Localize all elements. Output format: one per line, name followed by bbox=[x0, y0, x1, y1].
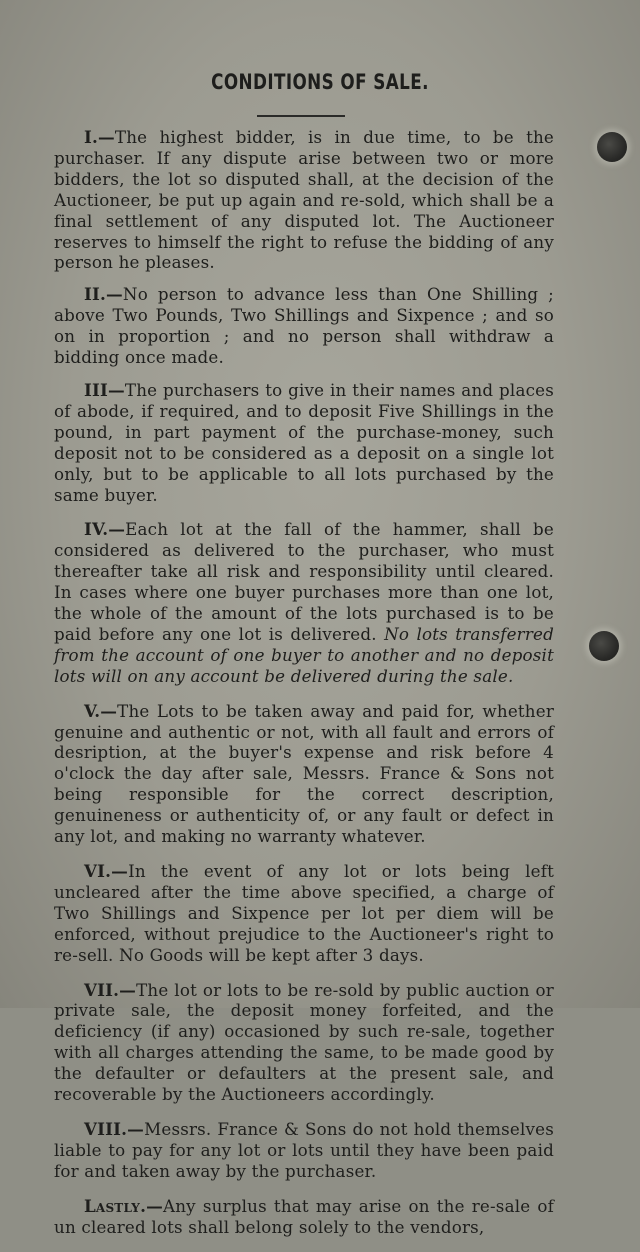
clause-text: No person to advance less than One Shilling ; above Two Pounds, Two Shillings and Sixpence ; and so on in proportion ; and no person shall withdraw a bidding once made. bbox=[54, 284, 554, 368]
clause-9 bbox=[54, 1196, 554, 1238]
clause-1 bbox=[54, 127, 554, 273]
punch-hole-bottom bbox=[589, 631, 619, 661]
clause-number: IV.— bbox=[84, 519, 126, 540]
title-rule bbox=[257, 115, 345, 117]
clause-5 bbox=[54, 701, 554, 847]
clause-text: The lot or lots to be re-sold by public auction or private sale, the deposit money forfeited, and the deficiency (if any) occasioned by such re-sale, together with all charges attending the same, to be made good by the defaulter or defaulters at the present sale, and recoverable by the Auctioneers accordingly. bbox=[54, 979, 554, 1105]
clause-text: Messrs. France & Sons do not hold themselves liable to pay for any lot or lots until they have been paid for and taken away by the purchaser. bbox=[54, 1118, 554, 1181]
clause-number: III— bbox=[84, 379, 125, 400]
clause-7 bbox=[54, 980, 554, 1105]
clause-number: VI.— bbox=[84, 861, 129, 881]
clause-number: I.— bbox=[84, 127, 115, 147]
clause-number: VII.— bbox=[84, 979, 137, 1000]
clause-number: Lastly.— bbox=[84, 1195, 163, 1216]
clause-text: Any surplus that may arise on the re-sale of un cleared lots shall belong solely to the vendors, bbox=[54, 1195, 554, 1237]
clause-text: Each lot at the fall of the hammer, shall be considered as delivered to the purchaser, who must thereafter take all risk and responsibility until cleared. In cases where one buyer purchases more than one lot, the whole of the amount of the lots purchased is to be paid before any one lot is delivered. bbox=[54, 519, 554, 644]
clause-text: In the event of any lot or lots being left uncleared after the time above specified, a charge of Two Shillings and Sixpence per lot per diem will be enforced, without prejudice to the Auctioneer's right to re-sell. No Goods will be kept after 3 days. bbox=[54, 861, 554, 965]
clause-number: V.— bbox=[84, 700, 118, 721]
clause-2 bbox=[54, 284, 554, 368]
clause-3 bbox=[54, 380, 554, 505]
clause-6 bbox=[54, 861, 554, 966]
clause-text: The highest bidder, is in due time, to be the purchaser. If any dispute arise between two or more bidders, the lot so disputed shall, at the decision of the Auctioneer, be put up again and re-sold, which shall be a final settlement of any disputed lot. The Auctioneer reserves to himself the right to refuse the bidding of any person he pleases. bbox=[54, 127, 554, 273]
page-title: CONDITIONS OF SALE. bbox=[211, 70, 429, 94]
clause-number: II.— bbox=[84, 284, 123, 305]
clause-text: The Lots to be taken away and paid for, whether genuine and authentic or not, with all fault and errors of desription, at the buyer's expense and risk before 4 o'clock the day after sale, Messrs. France & Sons not being responsible for the correct description, genuineness or authenticity of, or any fault or defect in any lot, and making no warranty whatever. bbox=[54, 700, 554, 847]
clause-4 bbox=[54, 519, 554, 686]
clause-number: VIII.— bbox=[84, 1118, 145, 1139]
clause-8 bbox=[54, 1119, 554, 1182]
clause-italic-note: No lots transferred from the account of one buyer to another and no deposit lots will on any account be delivered during the sale. bbox=[54, 623, 554, 686]
punch-hole-top bbox=[597, 132, 627, 162]
clause-text: The purchasers to give in their names and places of abode, if required, and to deposit Five Shillings in the pound, in part payment of the purchase-money, such deposit not to be considered as a deposit on a single lot only, but to be applicable to all lots purchased by the same buyer. bbox=[54, 379, 554, 505]
conditions-list bbox=[54, 127, 554, 1252]
